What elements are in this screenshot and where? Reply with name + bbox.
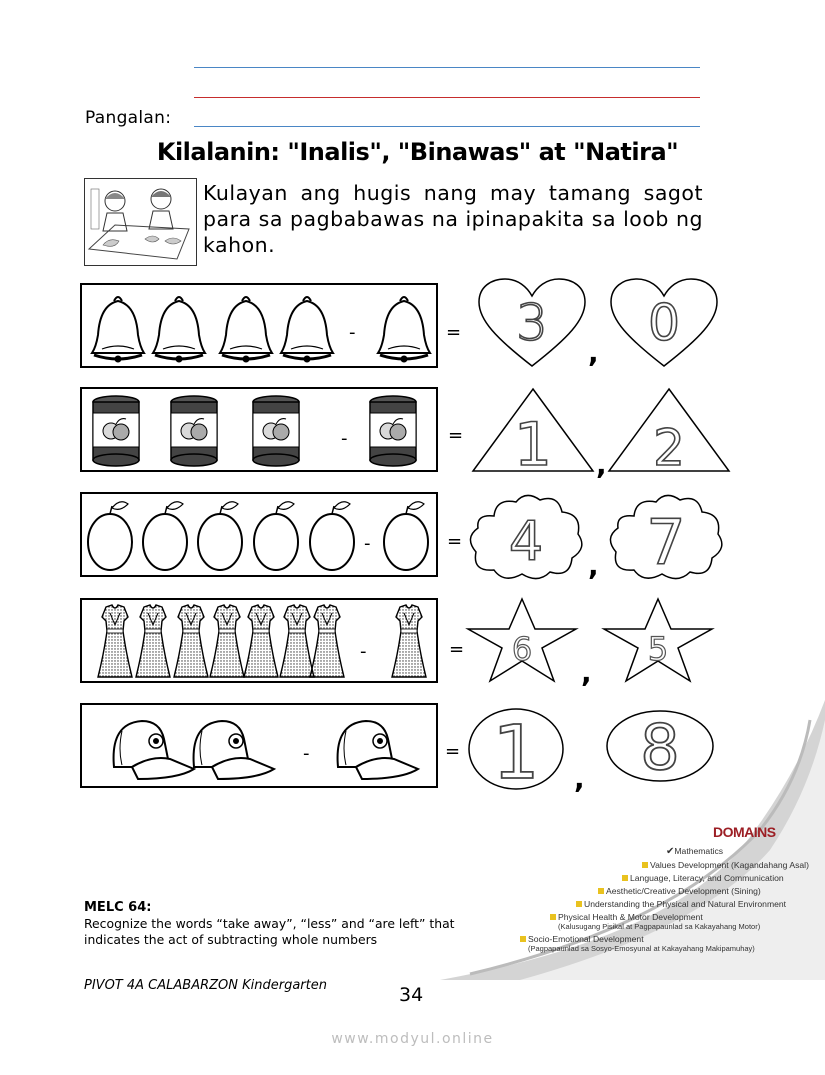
- choice-number: 6: [511, 630, 533, 668]
- domain-item-values: Values Development (Kagandahang Asal): [642, 861, 809, 870]
- comma-2: ,: [596, 448, 607, 481]
- triangle-choice-1[interactable]: [470, 385, 596, 475]
- choice-number: 8: [640, 711, 680, 784]
- bells-group: [82, 285, 436, 366]
- row-3-object-box: [80, 492, 438, 577]
- equals-sign-1: =: [446, 322, 462, 343]
- writing-line-middle: [194, 97, 700, 98]
- children-coloring-illustration: [84, 178, 197, 266]
- bullet-icon: [550, 914, 556, 920]
- minus-sign-4: -: [360, 641, 367, 662]
- domain-item-mathematics: ✔Mathematics: [666, 846, 724, 857]
- equals-sign-3: =: [447, 531, 463, 552]
- melc-text: Recognize the words “take away”, “less” and “are left” that indicates the act of subtracting whole numbers: [84, 916, 455, 947]
- choice-number: 1: [513, 410, 553, 475]
- row-5-object-box: [80, 703, 438, 788]
- cans-group: [82, 389, 436, 470]
- fruits-group: [82, 494, 436, 575]
- bullet-icon: [576, 901, 582, 907]
- comma-3: ,: [588, 549, 599, 582]
- bullet-icon: [622, 875, 628, 881]
- page-title: Kilalanin: "Inalis", "Binawas" at "Natira": [156, 138, 679, 166]
- melc-title: MELC 64:: [84, 900, 152, 915]
- choice-number: 3: [516, 294, 548, 352]
- bullet-icon: [520, 936, 526, 942]
- comma-4: ,: [581, 656, 592, 689]
- cloud-choice-7[interactable]: [606, 492, 726, 582]
- row-4-object-box: [80, 598, 438, 683]
- domains-title: DOMAINS: [713, 824, 776, 840]
- triangle-choice-2[interactable]: [606, 385, 732, 475]
- choice-number: 4: [508, 510, 544, 573]
- dresses-group: [82, 600, 436, 681]
- choice-number: 0: [648, 294, 680, 352]
- bullet-icon: [642, 862, 648, 868]
- watermark: www.modyul.online: [331, 1031, 494, 1047]
- minus-sign-2: -: [341, 428, 348, 449]
- star-choice-6[interactable]: [464, 596, 580, 684]
- equals-sign-5: =: [445, 741, 461, 762]
- minus-sign-1: -: [349, 322, 356, 343]
- choice-number: 1: [492, 710, 540, 792]
- domain-item-physical: Physical Health & Motor Development (Kalusugang Pisikal at Pagpapaunlad sa Kakayahang Motor): [550, 913, 760, 931]
- heart-choice-3[interactable]: [476, 276, 588, 370]
- check-icon: ✔: [666, 846, 675, 857]
- writing-line-bottom[interactable]: [194, 126, 700, 127]
- domain-item-aesthetic: Aesthetic/Creative Development (Sining): [598, 887, 761, 896]
- name-label: Pangalan:: [85, 108, 172, 128]
- instruction-text: Kulayan ang hugis nang may tamang sagot para sa pagbabawas na ipinapakita sa loob ng kahon.: [203, 181, 703, 257]
- writing-line-top: [194, 67, 700, 68]
- bullet-icon: [598, 888, 604, 894]
- equals-sign-4: =: [449, 639, 465, 660]
- domain-item-environment: Understanding the Physical and Natural Environment: [576, 900, 786, 909]
- domain-item-language: Language, Literacy, and Communication: [622, 874, 784, 883]
- comma-5: ,: [574, 762, 585, 795]
- cloud-choice-4[interactable]: [466, 492, 586, 582]
- comma-1: ,: [588, 336, 599, 369]
- choice-number: 7: [646, 506, 686, 579]
- page-number: 34: [399, 984, 424, 1006]
- equals-sign-2: =: [448, 425, 464, 446]
- choice-number: 2: [653, 419, 685, 475]
- row-2-object-box: [80, 387, 438, 472]
- choice-number: 5: [647, 630, 669, 668]
- footer-program: PIVOT 4A CALABARZON Kindergarten: [84, 978, 327, 993]
- caps-group: [82, 705, 436, 786]
- domain-item-socio-emotional: Socio-Emotional Development (Pagpapaunlad sa Sosyo-Emosyunal at Kakayahang Makipamuhay): [520, 935, 755, 953]
- heart-choice-0[interactable]: [608, 276, 720, 370]
- star-choice-5[interactable]: [600, 596, 716, 684]
- row-1-object-box: [80, 283, 438, 368]
- minus-sign-3: -: [364, 533, 371, 554]
- minus-sign-5: -: [303, 743, 310, 764]
